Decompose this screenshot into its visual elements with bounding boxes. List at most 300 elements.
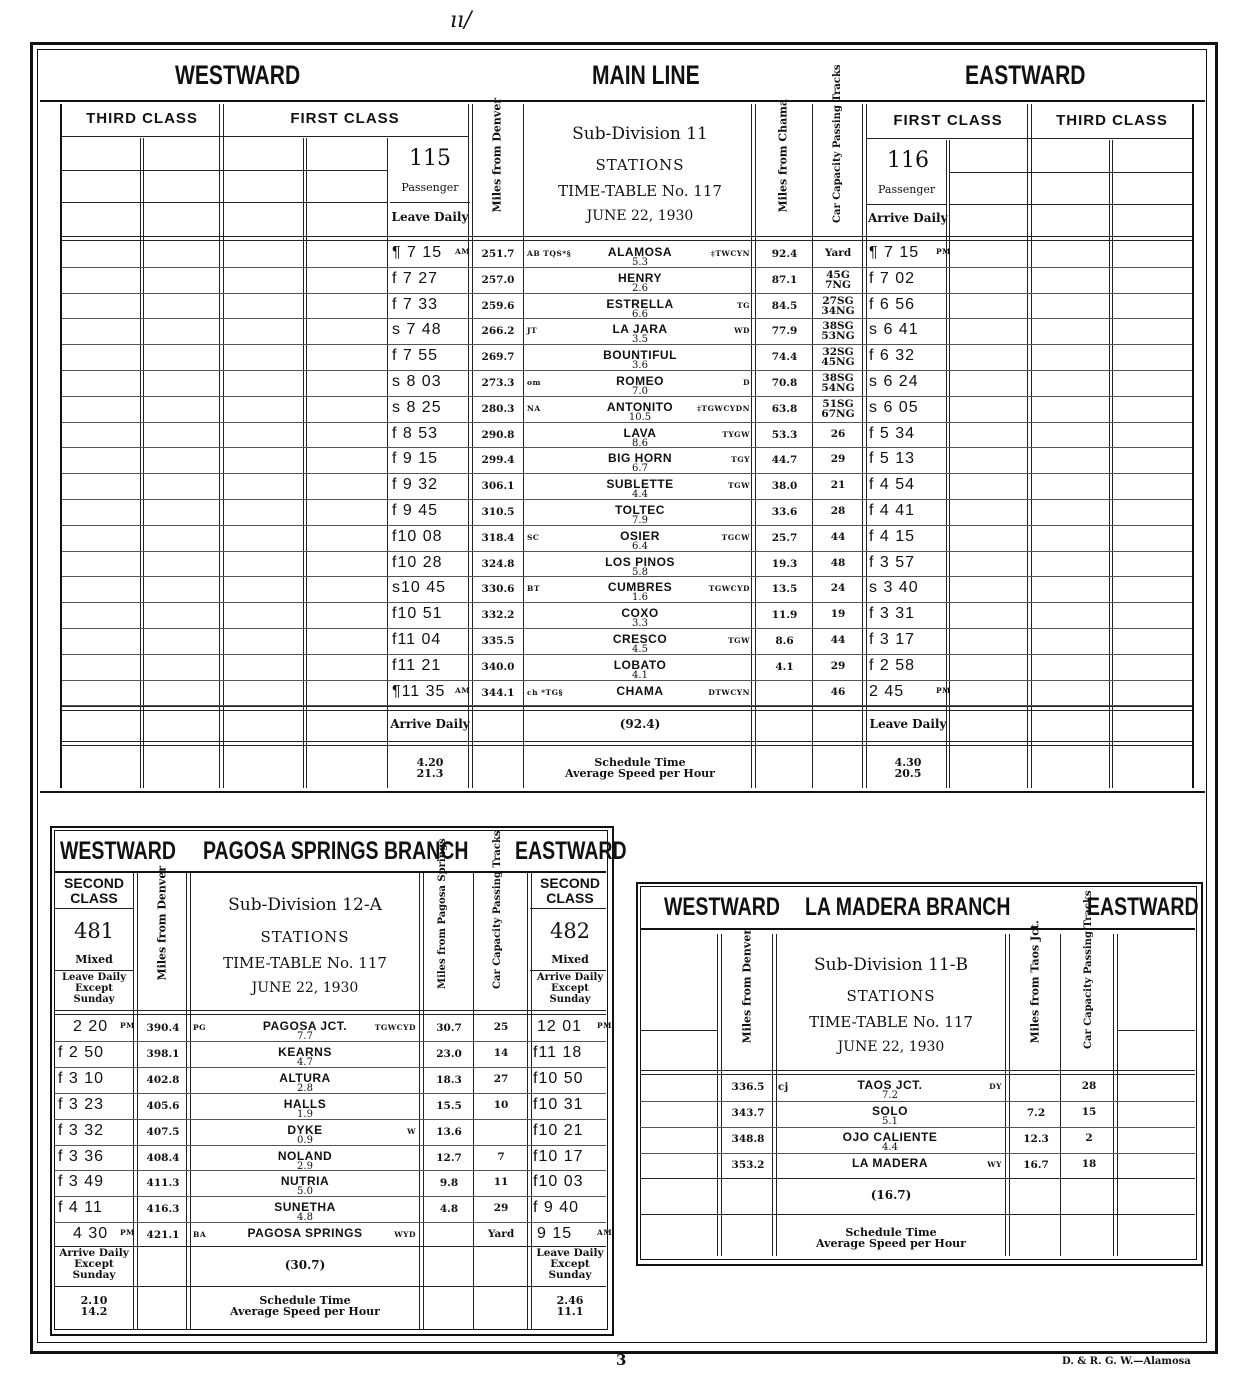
w-train-481-time: f 2 50	[58, 1043, 105, 1061]
w-train-115-time: s 8 03	[392, 373, 442, 390]
vline	[1027, 104, 1032, 788]
miles-from-chama: 33.6	[771, 506, 798, 518]
e-train-116-time: f 4 15	[869, 527, 916, 545]
car-capacity: 44	[830, 530, 846, 543]
w-train-481-time: f 3 32	[58, 1121, 105, 1139]
miles-from-taos: 7.2	[1026, 1107, 1046, 1119]
station-distance: 1.9	[297, 1108, 313, 1120]
station-name: LOS PINOS	[605, 554, 675, 569]
station-left-code: ch *TG§	[527, 687, 563, 697]
miles-from-chama: 74.4	[771, 351, 798, 364]
page-mark: ıı/	[450, 8, 472, 33]
miles-from-denver: 257.0	[481, 273, 515, 286]
main-w-first-class: FIRST CLASS	[290, 110, 400, 127]
miles-from-denver: 290.8	[481, 428, 515, 441]
station-distance: 4.1	[632, 669, 648, 681]
lamadera-car-capacity-label: Car Capacity Passing Tracks	[1083, 890, 1094, 1049]
miles-from-chama: 8.6	[775, 635, 794, 647]
car-capacity: 45G 7NG	[825, 268, 851, 291]
lamadera-header-rule	[640, 928, 1195, 930]
pagosa-eastward-heading: EASTWARD	[515, 837, 627, 865]
miles-from-chama: 92.4	[771, 248, 798, 260]
station-right-code: TG	[737, 300, 750, 310]
station-left-code: PG	[193, 1023, 207, 1032]
e-train-116-time: s 6 05	[869, 398, 919, 416]
e-train-482-time: f10 17	[533, 1147, 584, 1165]
hrule	[640, 1030, 717, 1031]
miles-from-denver: 318.4	[481, 531, 515, 544]
pagosa-total-miles: (30.7)	[284, 1258, 326, 1272]
miles-from-denver: 324.8	[481, 557, 515, 570]
lamadera-date: JUNE 22, 1930	[837, 1039, 945, 1055]
hrule	[1117, 1030, 1195, 1031]
pagosa-leave-bottom: Leave Daily Except Sunday	[536, 1247, 604, 1281]
w-train-481-time: f 3 10	[58, 1069, 105, 1087]
miles-from-denver: 266.2	[481, 325, 515, 338]
main-e-average-speed: 20.5	[894, 767, 922, 780]
station-name: TOLTEC	[615, 503, 665, 517]
station-distance: 7.9	[632, 515, 648, 526]
station-right-code: DY	[989, 1082, 1002, 1091]
train-115-type: Passenger	[401, 181, 459, 194]
station-distance: 5.8	[632, 566, 648, 578]
station-distance: 0.9	[297, 1134, 313, 1146]
lamadera-subdivision: Sub-Division 11-B	[814, 955, 968, 975]
station-distance: 7.2	[882, 1090, 898, 1101]
station-right-code: ‡TGWCYDN	[696, 403, 750, 413]
station-name: BOUNTIFUL	[603, 348, 677, 363]
miles-from-chama: 11.9	[771, 609, 798, 622]
hrule	[62, 706, 1192, 711]
e-train-116-time: f 3 17	[869, 631, 916, 648]
car-capacity: 26	[830, 427, 846, 440]
station-distance: 2.9	[297, 1160, 313, 1172]
car-capacity: 27	[493, 1072, 509, 1085]
e-train-116-time: f 2 58	[869, 656, 916, 674]
main-car-capacity-label: Car Capacity Passing Tracks	[832, 64, 843, 223]
car-capacity: 24	[830, 582, 846, 595]
pagosa-miles-pagosa-label: Miles from Pagosa Springs	[437, 838, 448, 989]
car-capacity: 14	[493, 1046, 509, 1059]
car-capacity: 11	[493, 1176, 509, 1189]
w-train-115-time: s 8 25	[392, 398, 442, 416]
w-train-115-time: f 7 27	[392, 269, 439, 287]
miles-from-denver: 416.3	[146, 1203, 180, 1216]
pagosa-w-second-class: SECOND CLASS	[64, 875, 124, 906]
hrule	[950, 172, 1192, 173]
main-w-third-class: THIRD CLASS	[86, 110, 198, 127]
vline	[219, 104, 224, 788]
car-capacity: 27SG 34NG	[821, 294, 855, 317]
station-name: HALLS	[283, 1096, 327, 1111]
miles-from-denver: 259.6	[481, 299, 515, 312]
w-train-115-time: f 9 45	[392, 502, 439, 519]
station-distance: 4.8	[297, 1212, 313, 1224]
miles-from-pagosa: 15.5	[436, 1099, 462, 1112]
am-pm-marker: PM	[120, 1228, 135, 1238]
miles-from-chama: 19.3	[771, 557, 798, 570]
car-capacity: 15	[1081, 1106, 1097, 1118]
e-train-116-time: s 3 40	[869, 579, 919, 597]
station-right-code: WYD	[394, 1230, 416, 1240]
station-name: CUMBRES	[607, 580, 673, 595]
lamadera-westward-heading: WESTWARD	[664, 893, 780, 921]
car-capacity: 25	[493, 1021, 509, 1033]
miles-from-denver: 421.1	[146, 1229, 180, 1242]
e-train-116-time: s 6 24	[869, 373, 919, 390]
e-train-116-time: f 6 32	[869, 347, 916, 365]
row-rule	[640, 1101, 1195, 1102]
e-train-116-time: f 6 56	[869, 295, 916, 313]
station-name: SUNETHA	[274, 1200, 336, 1215]
w-train-115-time: s 7 48	[392, 321, 442, 339]
vline	[751, 104, 756, 788]
pagosa-w-average-speed: 14.2	[80, 1305, 108, 1318]
pagosa-date: JUNE 22, 1930	[251, 980, 359, 996]
station-distance: 3.3	[632, 618, 648, 630]
station-name: NUTRIA	[280, 1174, 330, 1189]
pagosa-e-schedule-time: 2.46	[556, 1294, 584, 1307]
miles-from-denver: 398.1	[146, 1047, 180, 1060]
train-116-rule	[866, 204, 946, 205]
vline	[1192, 104, 1194, 788]
train-481-type: Mixed	[75, 953, 113, 966]
w-train-115-time: f 9 15	[392, 450, 439, 468]
station-name: SUBLETTE	[606, 477, 674, 492]
station-name: OSIER	[620, 528, 660, 543]
w-train-115-time: ¶ 7 15	[392, 244, 443, 261]
am-pm-marker: PM	[936, 247, 951, 256]
miles-from-denver: 353.2	[731, 1159, 765, 1171]
miles-from-taos: 12.3	[1023, 1133, 1049, 1145]
main-stations-label: STATIONS	[595, 156, 685, 174]
main-leave-daily: Leave Daily	[869, 717, 947, 731]
car-capacity: 46	[830, 685, 846, 698]
station-name: BIG HORN	[608, 451, 672, 466]
miles-from-chama: 87.1	[771, 273, 798, 286]
w-train-115-time: s10 45	[392, 579, 447, 597]
hrule	[530, 908, 606, 909]
miles-from-denver: 336.5	[731, 1081, 765, 1093]
e-train-482-time: f 9 40	[533, 1199, 580, 1217]
main-eastward-heading: EASTWARD	[965, 60, 1086, 90]
station-name: PAGOSA SPRINGS	[247, 1226, 363, 1241]
pagosa-speed-label: Average Speed per Hour	[230, 1305, 380, 1318]
hrule	[950, 204, 1192, 205]
hrule	[640, 1178, 1195, 1179]
w-train-481-time: 4 30	[73, 1225, 109, 1243]
w-train-115-time: f10 08	[392, 527, 443, 545]
station-distance: 7.7	[297, 1031, 313, 1042]
miles-from-denver: 306.1	[481, 480, 515, 493]
car-capacity: 51SG 67NG	[821, 397, 855, 420]
car-capacity: 19	[830, 608, 846, 621]
car-capacity: 44	[830, 634, 846, 646]
lamadera-schedule-label: Schedule Time	[845, 1226, 937, 1239]
station-distance: 5.0	[297, 1186, 313, 1198]
miles-from-denver: 390.4	[146, 1022, 180, 1034]
station-distance: 2.6	[632, 282, 648, 294]
station-distance: 4.4	[882, 1142, 898, 1153]
e-train-482-time: f10 31	[533, 1095, 584, 1113]
miles-from-pagosa: 12.7	[436, 1151, 462, 1164]
e-train-482-time: f11 18	[533, 1043, 583, 1061]
w-train-115-time: f11 21	[392, 656, 442, 674]
e-train-482-time: f10 03	[533, 1173, 584, 1191]
e-train-116-time: f 4 41	[869, 502, 916, 519]
car-capacity: 29	[830, 453, 846, 466]
train-116-arrive: Arrive Daily	[868, 211, 948, 225]
station-distance: 6.4	[632, 540, 648, 552]
miles-from-pagosa: 4.8	[439, 1203, 459, 1216]
car-capacity: 10	[493, 1098, 509, 1111]
miles-from-denver: 344.1	[481, 686, 515, 699]
e-train-116-time: 2 45	[869, 682, 905, 700]
w-train-115-time: f 9 32	[392, 476, 439, 494]
miles-from-denver: 310.5	[481, 506, 515, 518]
e-train-482-time: f10 50	[533, 1069, 584, 1087]
w-train-115-time: f10 28	[392, 553, 443, 571]
miles-from-chama: 63.8	[771, 402, 798, 415]
station-distance: 4.4	[632, 489, 648, 501]
pagosa-e-second-class: SECOND CLASS	[540, 875, 600, 906]
station-left-code: JT	[527, 326, 538, 336]
station-left-code: cj	[778, 1082, 789, 1093]
station-name: PAGOSA JCT.	[262, 1019, 348, 1033]
miles-from-denver: 332.2	[481, 609, 515, 622]
station-name: ALAMOSA	[607, 245, 673, 259]
station-left-code: om	[527, 378, 541, 387]
station-right-code: DTWCYN	[708, 687, 750, 697]
hrule	[62, 741, 1192, 746]
main-timetable-no: TIME-TABLE No. 117	[558, 182, 722, 200]
main-w-schedule-time: 4.20	[416, 756, 444, 769]
miles-from-denver: 251.7	[481, 248, 515, 260]
w-train-115-time: f 7 33	[392, 295, 439, 313]
car-capacity: 28	[1081, 1080, 1097, 1092]
car-capacity: Yard	[824, 247, 852, 259]
vline	[1005, 934, 1010, 1256]
train-116-type: Passenger	[878, 183, 936, 196]
miles-from-denver: 407.5	[146, 1125, 180, 1138]
miles-from-denver: 402.8	[146, 1073, 180, 1086]
header-body-rule	[62, 236, 1192, 241]
am-pm-marker: PM	[936, 685, 951, 695]
am-pm-marker: PM	[597, 1021, 612, 1030]
station-name: LOBATO	[613, 657, 667, 672]
vline	[1060, 934, 1061, 1256]
station-right-code: WD	[734, 326, 750, 336]
hrule	[54, 1010, 606, 1015]
lamadera-speed-label: Average Speed per Hour	[816, 1237, 966, 1250]
main-date: JUNE 22, 1930	[586, 208, 694, 224]
e-train-482-time: 12 01	[537, 1018, 583, 1035]
miles-from-denver: 348.8	[731, 1133, 765, 1145]
e-train-116-time: f 3 57	[869, 553, 916, 571]
main-e-third-class: THIRD CLASS	[1056, 112, 1168, 129]
w-train-115-time: f 7 55	[392, 347, 439, 365]
station-right-code: TGWCYD	[374, 1023, 416, 1032]
miles-from-denver: 343.7	[731, 1107, 765, 1119]
station-left-code: BA	[193, 1230, 207, 1240]
w-train-481-time: f 3 36	[58, 1147, 105, 1165]
train-116-number: 116	[887, 148, 929, 173]
station-name: COXO	[621, 606, 659, 621]
hrule	[54, 1246, 606, 1247]
car-capacity: 18	[1081, 1158, 1097, 1170]
pagosa-arrive-bottom: Arrive Daily Except Sunday	[59, 1247, 129, 1281]
pagosa-e-average-speed: 11.1	[556, 1305, 584, 1318]
car-capacity: 21	[830, 479, 846, 492]
page-number: 3	[616, 1351, 627, 1369]
hrule	[640, 1214, 1195, 1215]
car-capacity: 32SG 45NG	[821, 346, 855, 369]
station-distance: 2.8	[297, 1082, 313, 1094]
station-distance: 1.6	[632, 592, 648, 604]
main-miles-chama-label: Miles from Chama	[776, 98, 790, 213]
main-subdivision: Sub-Division 11	[572, 124, 708, 144]
miles-from-denver: 269.7	[481, 351, 515, 364]
hrule	[54, 1286, 606, 1287]
station-name: LA JARA	[612, 322, 668, 337]
e-train-116-time: f 5 34	[869, 424, 916, 442]
station-distance: 5.1	[882, 1116, 898, 1127]
pagosa-schedule-label: Schedule Time	[259, 1294, 351, 1307]
miles-from-denver: 408.4	[146, 1151, 180, 1164]
station-name: HENRY	[617, 270, 663, 285]
miles-from-pagosa: 13.6	[436, 1125, 462, 1138]
e-train-482-time: 9 15	[537, 1225, 573, 1243]
miles-from-chama: 44.7	[771, 454, 798, 467]
station-right-code: TGW	[728, 481, 750, 491]
main-bottom-rule	[40, 791, 1205, 793]
vline	[772, 934, 777, 1256]
miles-from-pagosa: 9.8	[439, 1177, 459, 1190]
miles-from-pagosa: 30.7	[436, 1022, 462, 1034]
station-right-code: TGCW	[721, 532, 750, 542]
station-name: ALTURA	[279, 1070, 331, 1085]
miles-from-pagosa: 18.3	[436, 1073, 462, 1086]
station-name: DYKE	[287, 1122, 323, 1137]
main-arrive-daily: Arrive Daily	[390, 717, 470, 731]
pagosa-w-schedule-time: 2.10	[80, 1294, 108, 1307]
w-train-115-time: f11 04	[392, 631, 442, 648]
car-capacity: 7	[497, 1150, 505, 1163]
station-distance: 3.5	[632, 334, 648, 346]
station-name: CHAMA	[616, 683, 664, 698]
car-capacity: 2	[1085, 1132, 1093, 1144]
station-name: ANTONITO	[606, 399, 674, 414]
vline	[717, 934, 722, 1256]
station-name: KEARNS	[278, 1044, 332, 1059]
vline	[862, 104, 867, 788]
pagosa-miles-denver-label: Miles from Denver	[155, 865, 169, 981]
vline	[60, 104, 62, 788]
station-right-code: TGW	[728, 636, 750, 645]
w-train-481-time: f 3 23	[58, 1095, 105, 1113]
miles-from-denver: 405.6	[146, 1099, 180, 1112]
station-distance: 8.6	[632, 437, 648, 449]
main-header-rule	[40, 100, 1205, 102]
miles-from-chama: 77.9	[771, 325, 798, 338]
e-train-116-time: f 5 13	[869, 450, 916, 468]
station-name: LA MADERA	[851, 1156, 929, 1170]
lamadera-total-miles: (16.7)	[870, 1188, 912, 1202]
car-capacity: 38SG 53NG	[821, 320, 855, 343]
w-train-115-time: f 8 53	[392, 424, 439, 442]
station-distance: 5.3	[632, 257, 648, 268]
miles-from-denver: 411.3	[146, 1177, 180, 1190]
car-capacity: 48	[830, 556, 846, 569]
am-pm-marker: AM	[455, 685, 471, 695]
e-train-116-time: f 7 02	[869, 269, 916, 287]
station-right-code: TGWCYD	[708, 584, 750, 594]
miles-from-chama: 70.8	[771, 377, 798, 389]
lamadera-miles-denver-label: Miles from Denver	[740, 928, 754, 1044]
car-capacity: Yard	[487, 1228, 515, 1241]
pagosa-westward-heading: WESTWARD	[60, 837, 176, 865]
vline	[812, 104, 813, 788]
lamadera-timetable-no: TIME-TABLE No. 117	[809, 1013, 973, 1031]
station-right-code: ‡TWCYN	[710, 249, 750, 258]
miles-from-chama: 13.5	[771, 583, 798, 596]
station-distance: 3.6	[632, 360, 648, 372]
main-speed-label: Average Speed per Hour	[565, 767, 715, 780]
row-rule	[640, 1153, 1195, 1154]
pagosa-timetable-no: TIME-TABLE No. 117	[223, 954, 387, 972]
miles-from-chama: 53.3	[771, 428, 798, 441]
station-distance: 4.5	[632, 644, 648, 655]
train-482-type: Mixed	[551, 953, 589, 966]
pagosa-title: PAGOSA SPRINGS BRANCH	[203, 837, 469, 865]
miles-from-chama: 4.1	[775, 660, 794, 673]
station-right-code: D	[742, 378, 750, 387]
e-train-116-time: f 4 54	[869, 476, 916, 494]
station-distance: 10.5	[628, 411, 652, 423]
station-name: OJO CALIENTE	[842, 1130, 938, 1144]
station-distance: 4.7	[297, 1056, 313, 1068]
e-train-116-time: ¶ 7 15	[869, 244, 920, 261]
w-train-481-time: f 4 11	[58, 1199, 103, 1217]
station-name: ESTRELLA	[606, 296, 674, 311]
station-distance: 7.0	[632, 386, 648, 397]
train-115-rule	[390, 202, 470, 203]
pagosa-stations-label: STATIONS	[260, 928, 350, 946]
car-capacity: 29	[830, 659, 846, 672]
w-train-481-time: f 3 49	[58, 1173, 105, 1191]
main-w-average-speed: 21.3	[416, 767, 444, 780]
miles-from-pagosa: 23.0	[436, 1047, 462, 1060]
w-train-115-time: ¶11 35	[392, 682, 446, 700]
train-481-leave: Leave Daily Except Sunday	[61, 972, 127, 1005]
main-miles-denver-label: Miles from Denver	[490, 97, 504, 213]
train-115-leave: Leave Daily	[391, 210, 469, 224]
lamadera-eastward-heading: EASTWARD	[1087, 893, 1199, 921]
train-482-arrive: Arrive Daily Except Sunday	[536, 972, 604, 1005]
am-pm-marker: AM	[597, 1228, 613, 1238]
hrule	[54, 908, 134, 909]
station-right-code: W	[407, 1126, 416, 1136]
main-e-schedule-time: 4.30	[894, 756, 922, 769]
row-rule	[640, 1127, 1195, 1128]
station-name: SOLO	[871, 1104, 908, 1118]
footer-imprint: D. & R. G. W.—Alamosa	[1062, 1356, 1191, 1367]
vline	[523, 104, 524, 788]
pagosa-car-capacity-label: Car Capacity Passing Tracks	[492, 830, 503, 989]
miles-from-denver: 280.3	[481, 402, 515, 415]
e-train-116-time: f 3 31	[869, 605, 916, 623]
lamadera-stations-label: STATIONS	[846, 987, 936, 1005]
